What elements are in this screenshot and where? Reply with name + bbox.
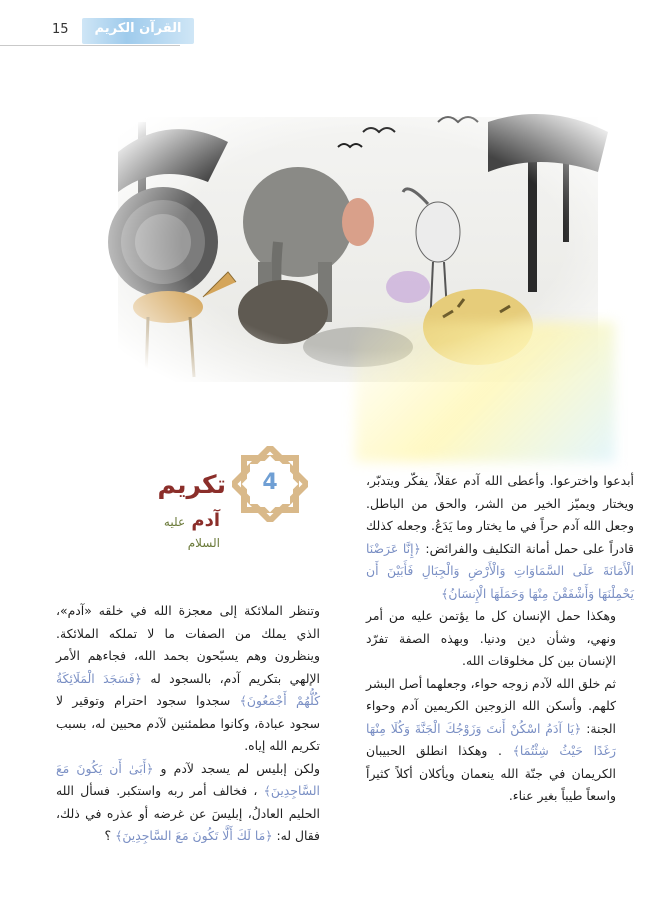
left-column: [56, 600, 338, 848]
paragraph-text: ، فخالف أمر ربه واستكبر. فسأل الله الحليم العادلُ، إبليسَ عن غرضه أو عذره في ذلك، فقال له:: [56, 783, 320, 843]
section-number: 4: [262, 470, 278, 495]
salutation: عليه السلام: [163, 515, 220, 550]
paragraph: [366, 673, 634, 808]
paragraph: [366, 605, 634, 673]
book-title: القرآن الكريم: [94, 21, 182, 36]
right-column: [366, 470, 634, 808]
paragraph: [56, 600, 338, 758]
quran-verse: ﴿إِنَّا عَرَضْنَا الْأَمَانَةَ عَلَى السَّمَاوَاتِ وَالْأَرْضِ وَالْجِبَالِ فَأَبَيْنَ أَن يَحْمِلْنَهَا وَأَشْفَقْنَ مِنْهَا وَحَمَلَهَا الْإِنسَانُ﴾: [366, 540, 634, 601]
quran-verse: ﴿أَبَىٰ أَن يَكُونَ مَعَ السَّاجِدِينَ﴾: [56, 760, 320, 798]
paragraph: [366, 470, 634, 605]
paragraph: [56, 758, 338, 848]
section-title: تكريم: [157, 470, 226, 499]
quran-verse: ﴿فَسَجَدَ الْمَلَائِكَةُ كُلُّهُمْ أَجْمَعُونَ﴾: [56, 670, 320, 708]
paragraph-text: أبدعوا واخترعوا. وأعطى الله آدم عقلاً، يفكّر ويتدبّر، ويختار ويميّز الخير من الشر، والحق من الباطل. وجعل الله آدم حراً في ما يختار وما يَدَعُ. وجعله كذلك قادراً على حمل أمانة التكليف والفرائض:: [366, 473, 634, 556]
paragraph-text: سجدوا سجود احترام وتوقير لا سجود عبادة، وكانوا مطمئنين لآدم محبين له، بسبب تكريم الله إياه.: [56, 693, 320, 753]
quran-verse: ﴿يَا آدَمُ اسْكُنْ أَنتَ وَزَوْجُكَ الْجَنَّةَ وَكُلَا مِنْهَا رَغَدًا حَيْثُ شِئْتُمَا﴾: [366, 720, 616, 758]
page-header: [0, 0, 659, 46]
paragraph-text: . وهكذا انطلق الحبيبان الكريمان في جنّة الله ينعمان ويأكلان أكلاً كثيراً واسعاً طيباً بغير عناء.: [366, 743, 616, 803]
section-subtitle: [130, 510, 220, 552]
paragraph-text: ولكن إبليس لم يسجد لآدم و: [160, 760, 320, 776]
paragraph-text: ثم خلق الله لآدم زوجه حواء، وجعلهما أصل البشر كلهم. وأسكن الله الزوجين الكريمين آدم وحواء الجنة:: [366, 675, 616, 736]
paragraph-text: وتنظر الملائكة إلى معجزة الله في خلقه «آدم»، الذي يملك من الصفات ما لا تملكه الملائكة. وينظرون وهم يسبّحون بحمد الله، فجاءهم الأمر الإلهي بتكريم آدم، بالسجود له: [56, 603, 320, 686]
page-number: 15: [52, 22, 69, 37]
quran-verse: ﴿مَا لَكَ أَلَّا تَكُونَ مَعَ السَّاجِدِينَ﴾: [115, 828, 273, 843]
color-wash: [355, 322, 615, 462]
header-divider: [0, 45, 180, 46]
section-subtitle-name: آدم: [191, 510, 220, 531]
paragraph-text: ؟: [104, 828, 112, 843]
paragraph-text: وهكذا حمل الإنسان كل ما يؤتمن عليه من أمر ونهي، وشأن دين ودنيا. وبهذه الصفة تفرّد الإنسان بين كل مخلوقات الله.: [366, 608, 616, 668]
